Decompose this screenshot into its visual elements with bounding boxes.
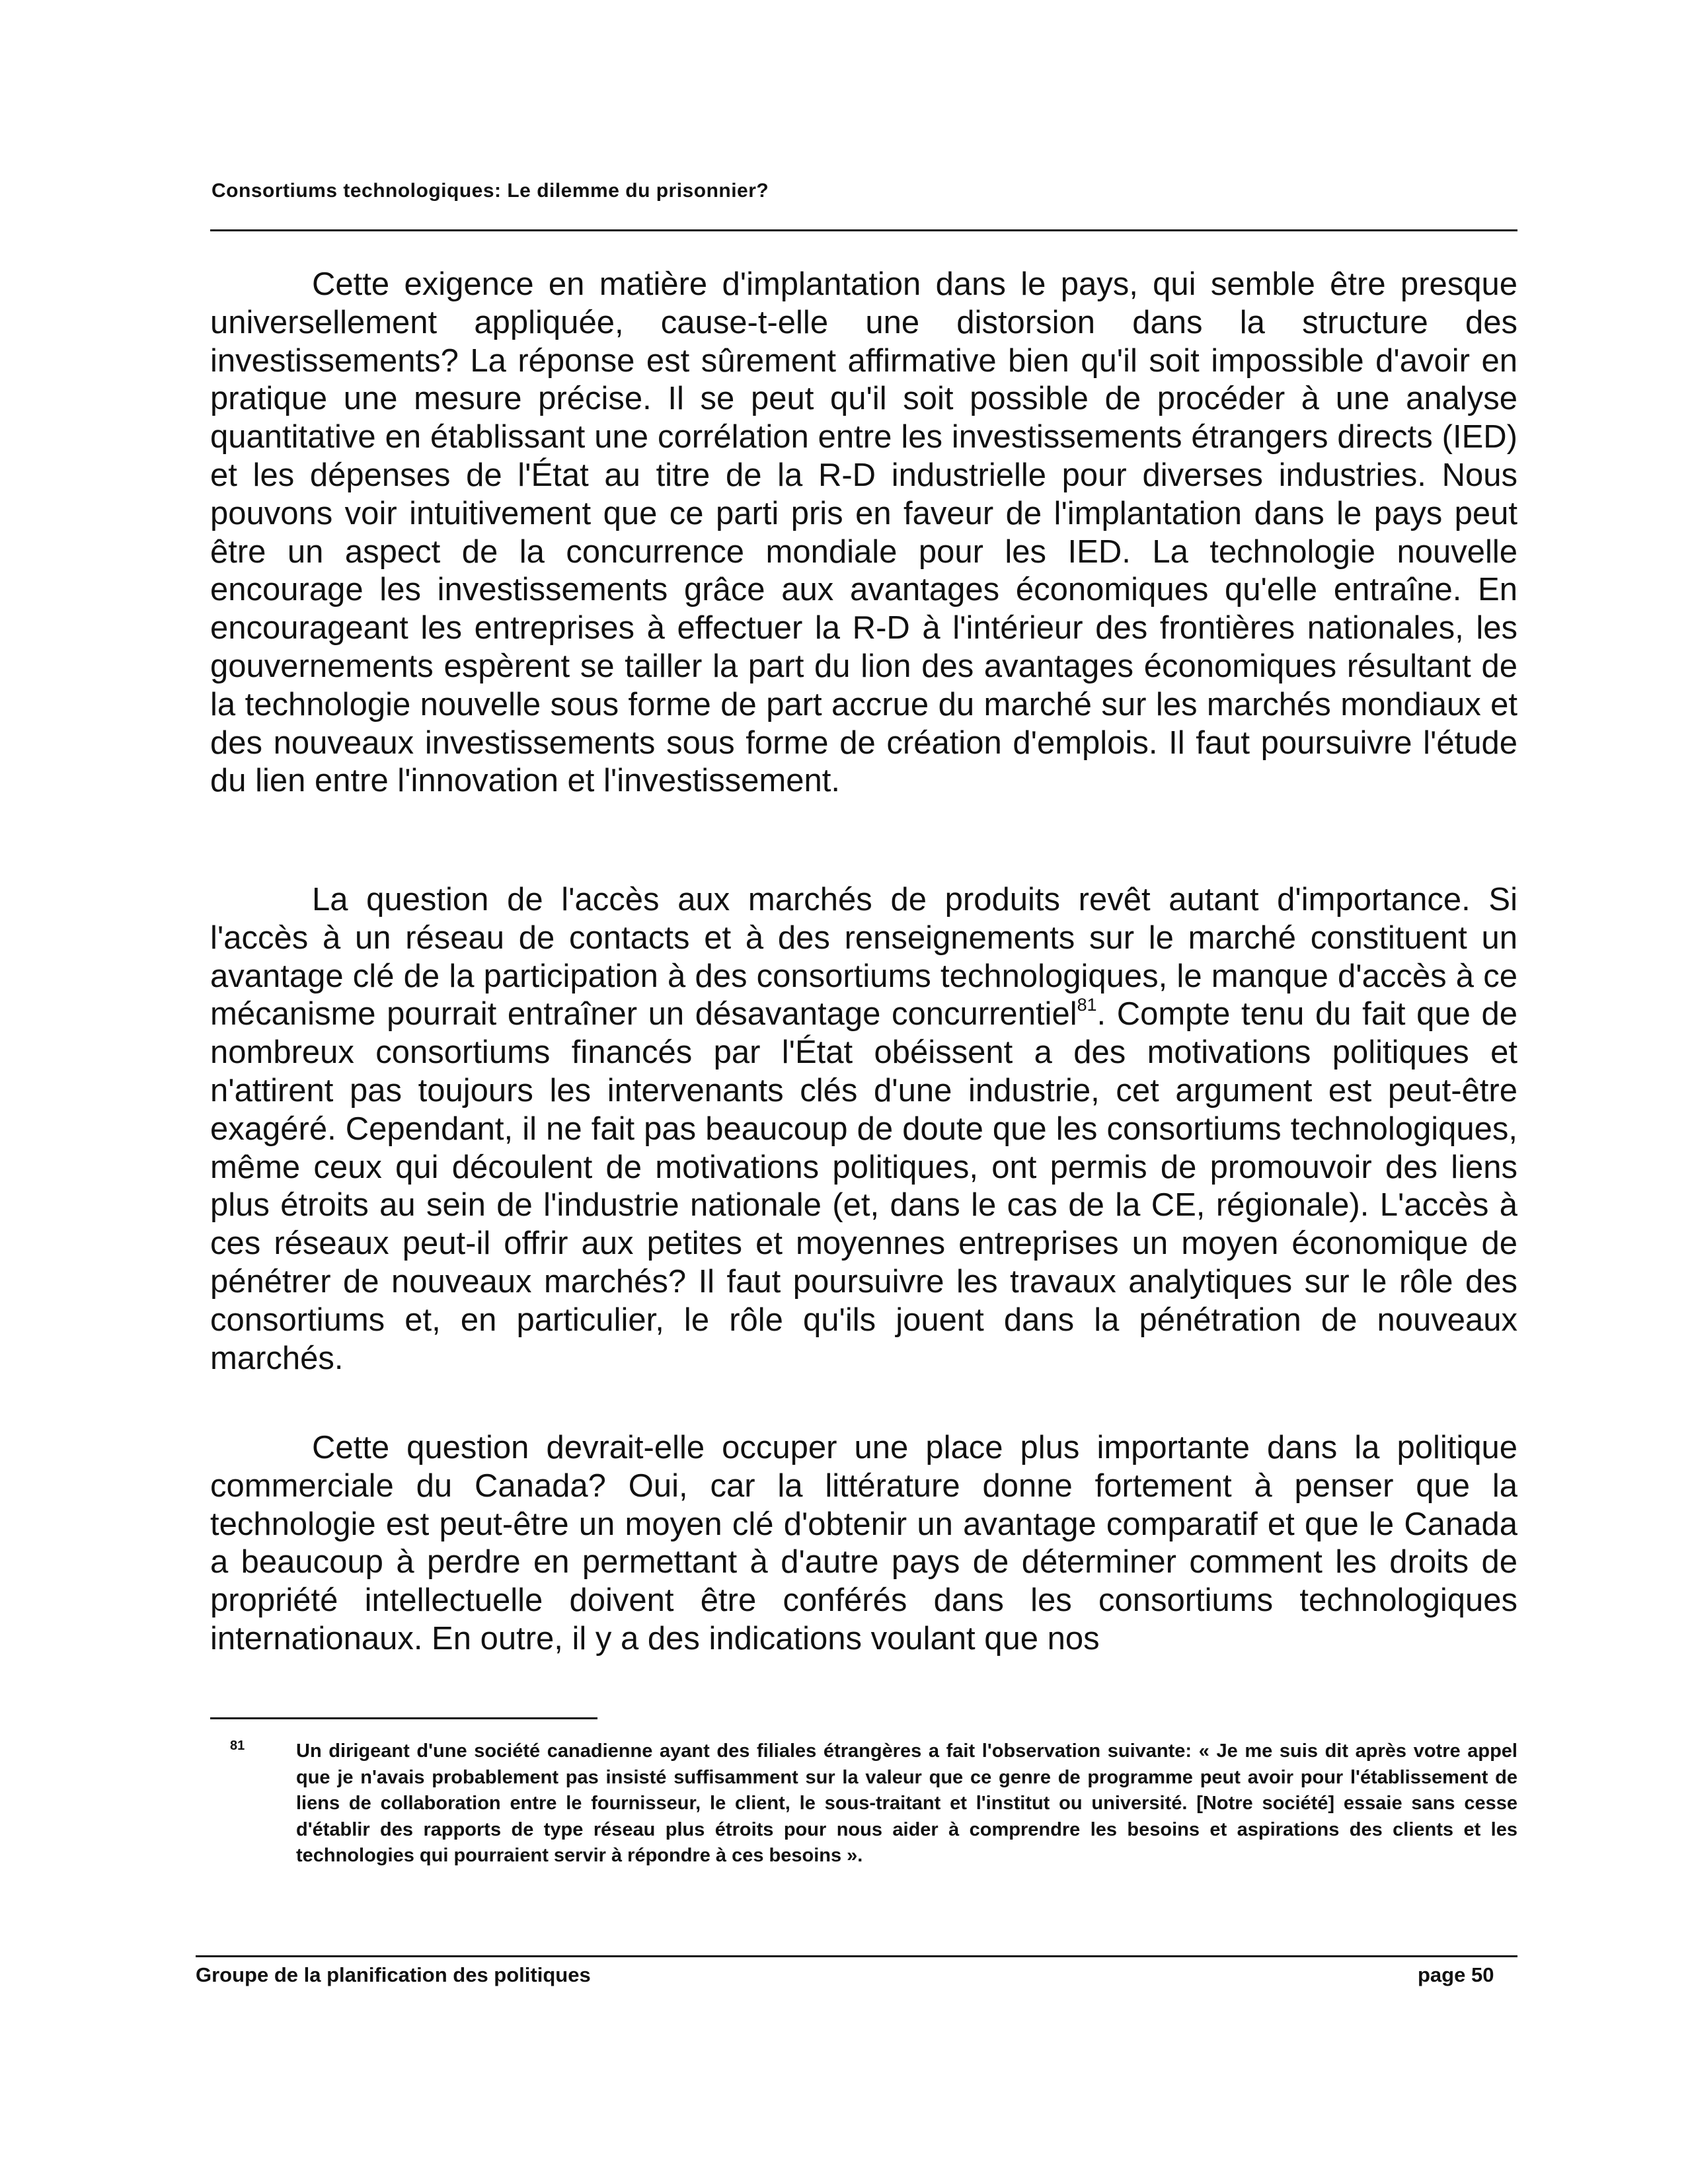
footnote-separator	[210, 1717, 597, 1719]
footnote-number: 81	[230, 1738, 245, 1753]
body-paragraph-3: Cette question devrait-elle occuper une place plus importante dans la politique commerciale du Canada? Oui, car la littérature donne fortement à penser que la technologie est peut-être un moyen clé d'obtenir un avantage comparatif et que le Canada a beaucoup à perdre en permettant à d'autre pays de déterminer comment les droits de propriété intellectuelle doivent être conférés dans les consortiums technologiques internationaux. En outre, il y a des indications voulant que nos	[210, 1430, 1517, 1657]
footnote-81	[210, 1738, 1517, 1869]
footnote-reference-81: 81	[1077, 995, 1097, 1015]
paragraph-2-text-before-note: La question de l'accès aux marchés de produits revêt autant d'importance. Si l'accès à un réseau de contacts et à des renseignements sur le marché constituent un avantage clé de la participation à des consortiums technologiques, le manque d'accès à ce mécanisme pourrait entraîner un désavantage concurrentiel	[210, 882, 1517, 1033]
paragraph-2-text-after-note: . Compte tenu du fait que de nombreux consortiums financés par l'État obéissent a des motivations politiques et n'attirent pas toujours les intervenants clés d'une industrie, cet argument est peut-être exagéré. Cependant, il ne fait pas beaucoup de doute que les consortiums technologiques, même ceux qui découlent de motivations politiques, ont permis de promouvoir des liens plus étroits au sein de l'industrie nationale (et, dans le cas de la CE, régionale). L'accès à ces réseaux peut-il offrir aux petites et moyennes entreprises un moyen économique de pénétrer de nouveaux marchés? Il faut poursuivre les travaux analytiques sur le rôle des consortiums et, en particulier, le rôle qu'ils jouent dans la pénétration de nouveaux marchés.	[210, 996, 1517, 1376]
running-head-title: Consortiums technologiques: Le dilemme du prisonnier?	[211, 180, 769, 202]
footnote-text: Un dirigeant d'une société canadienne ayant des filiales étrangères a fait l'observation suivante: « Je me suis dit après votre appel que je n'avais probablement pas insisté suffisamment sur la valeur que ce genre de programme peut avoir pour l'établissement de liens de collaboration entre le fournisseur, le client, le sous-traitant et l'institut ou université. [Notre société] essaie sans cesse d'établir des rapports de type réseau plus étroits pour nous aider à comprendre les besoins et aspirations des clients et les technologies qui pourraient servir à répondre à ces besoins ».	[296, 1740, 1517, 1866]
body-paragraph-2	[210, 881, 1517, 1378]
body-paragraph-1: Cette exigence en matière d'implantation dans le pays, qui semble être presque universellement appliquée, cause-t-elle une distorsion dans la structure des investissements? La réponse est sûrement affirmative bien qu'il soit impossible d'avoir en pratique une mesure précise. Il se peut qu'il soit possible de procéder à une analyse quantitative en établissant une corrélation entre les investissements étrangers directs (IED) et les dépenses de l'État au titre de la R-D industrielle pour diverses industries. Nous pouvons voir intuitivement que ce parti pris en faveur de l'implantation dans le pays peut être un aspect de la concurrence mondiale pour les IED. La technologie nouvelle encourage les investissements grâce aux avantages économiques qu'elle entraîne. En encourageant les entreprises à effectuer la R-D à l'intérieur des frontières nationales, les gouvernements espèrent se tailler la part du lion des avantages économiques résultant de la technologie nouvelle sous forme de part accrue du marché sur les marchés mondiaux et des nouveaux investissements sous forme de création d'emplois. Il faut poursuivre l'étude du lien entre l'innovation et l'investissement.	[210, 266, 1517, 799]
footer-organization: Groupe de la planification des politiques	[196, 1963, 591, 1986]
footer-rule	[196, 1955, 1517, 1957]
page-number: page 50	[1418, 1963, 1494, 1986]
header-rule	[210, 229, 1517, 231]
